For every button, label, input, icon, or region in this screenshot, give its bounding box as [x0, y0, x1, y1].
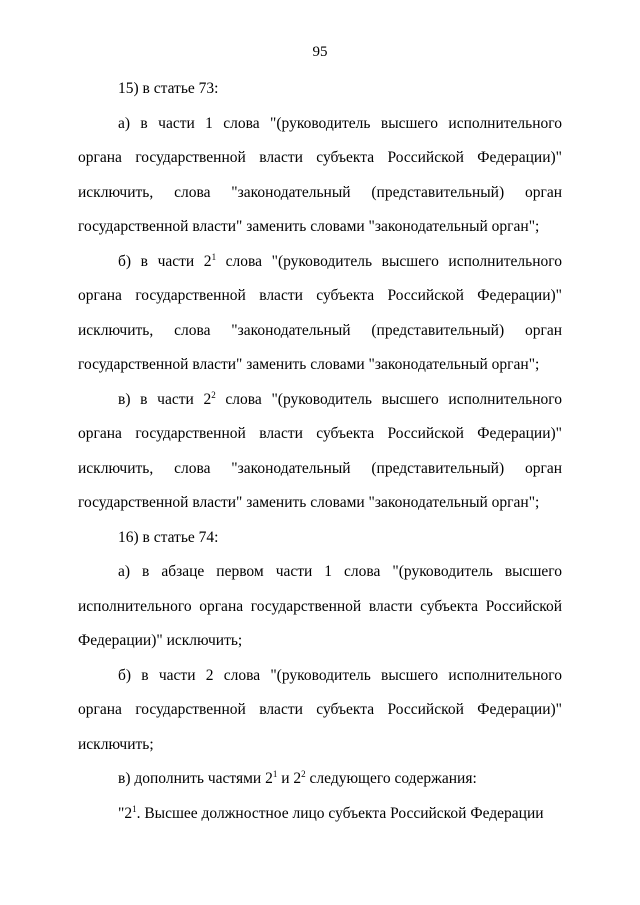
text-fragment: . Высшее должностное лицо субъекта Российской Федерации	[136, 804, 544, 822]
paragraph-15-c	[78, 383, 562, 521]
text-fragment: слова "(руководитель высшего исполнительного органа государственной власти субъекта Российской Федерации)" исключить, слова "законодательный (представительный) орган государственной власти" заменить словами "законодательный орган";	[78, 252, 562, 373]
text-fragment: б) в части 2	[118, 252, 212, 270]
text-fragment: в) в части 2	[118, 390, 212, 408]
paragraph-item-15: 15) в статье 73:	[118, 80, 219, 97]
paragraph-item-16: 16) в статье 74:	[118, 528, 219, 546]
text-fragment: и 2	[277, 770, 302, 787]
paragraph-15-a: а) в части 1 слова "(руководитель высшего исполнительного органа государственной власти субъекта Российской Федерации)" исключить, слова "законодательный (представительный) орган государственной власти" заменить словами "законодательный орган";	[78, 114, 562, 235]
superscript: 1	[272, 769, 278, 779]
text-fragment: в) дополнить частями 2	[118, 770, 273, 787]
page-number: 95	[312, 44, 328, 60]
document-body	[78, 72, 562, 831]
text-fragment: следующего содержания:	[305, 770, 477, 787]
superscript: 1	[211, 251, 217, 262]
text-fragment: "2	[118, 804, 133, 822]
paragraph-16-a: а) в абзаце первом части 1 слова "(руководитель высшего исполнительного органа государственной власти субъекта Российской Федерации)" исключить;	[78, 563, 562, 649]
superscript: 2	[301, 769, 306, 779]
paragraph-16-d	[78, 797, 562, 832]
paragraph-16-b: б) в части 2 слова "(руководитель высшего исполнительного органа государственной власти субъекта Российской Федерации)" исключить;	[78, 666, 562, 753]
superscript: 1	[132, 803, 137, 814]
text-fragment: слова "(руководитель высшего исполнительного органа государственной власти субъекта Российской Федерации)" исключить, слова "законодательный (представительный) орган государственной власти" заменить словами "законодательный орган";	[78, 390, 562, 511]
paragraph-16-c	[78, 762, 562, 797]
paragraph-15-b	[78, 245, 562, 383]
superscript: 2	[211, 389, 216, 400]
